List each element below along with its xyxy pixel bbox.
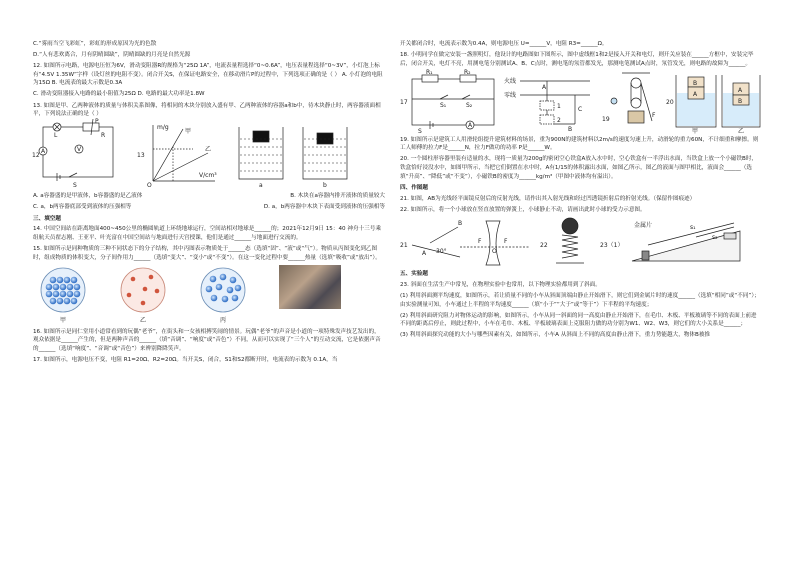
question-12: 12. 如图所示电路，电源电压恒为6V，滑动变阻器R的规格为“25Ω 1A”，电流表量程选择“0~0.6A”，电压表量程选择“0~3V”，小灯泡上标有“4.5V 1.35W”字样（设灯丝的电阻不变）。闭合开关S，在保证电路安全，在移动滑片P的过程中，下列选项正确的是（ ） A. 小灯泡的电阻为15Ω B. 电流表的最大示数是0.3A (33, 63, 383, 87)
q20-number: 20 (666, 98, 674, 106)
q12-ammeter-label: A (41, 148, 46, 156)
q23-number: 23（1） (600, 242, 624, 250)
q13-options-ab (33, 192, 385, 201)
q12-q13-svg (32, 118, 385, 190)
q21-number: 21 (400, 242, 408, 250)
q23-s2-label: s₂ (712, 234, 718, 242)
q12-circuit (39, 119, 113, 181)
right-column (400, 40, 762, 342)
q21-q23-figures (400, 217, 762, 267)
q13-container-b-label: b (323, 182, 327, 190)
q15-state-yi (121, 268, 165, 312)
q13-line-yi-label: 乙 (205, 146, 212, 154)
q22-number: 22 (540, 242, 548, 250)
q13-container-a-label: a (259, 182, 263, 190)
question-23: 23. 斜面在生活生产中常见，在物理实验中也常用，以下物理实验都用到了斜面。 (400, 281, 601, 288)
q13-options-cd (33, 203, 385, 212)
q21-focus-left-label: F (478, 238, 482, 246)
q18-fire-wire-label: 火线 (504, 77, 517, 85)
question-20: 20. 一个圆柱形容器里装有适量的水，现将一质量为200g的密闭空心铁盒A放入水中时，空心铁盒有一半浮出水面，当铁盒上放一个小磁铁B时，铁盒恰好浸没水中，如图甲所示，当把它们倒置在水中时，A有1/15的体积露出水面，如图乙所示，图乙的液面与图甲相比，液面会______（选填“升高”、“降低”或“不变”），小磁铁B的密度为______kg/m³（甲图中液体均有溢出）。 (400, 156, 758, 180)
q12-q13-figures (32, 118, 385, 190)
q17-s-label: S (418, 127, 422, 135)
q20-containers (676, 75, 760, 127)
q11-option-d: D.“人有悲欢离合，月有阴晴圆缺”，阴晴圆缺的月亮是自然光源 (33, 52, 191, 59)
q15-state-bing (201, 268, 245, 312)
q18-circuit (520, 81, 590, 124)
q19-force-label: F (652, 111, 656, 119)
q13-option-a: A. a容器盛的是甲液体，b容器盛的是乙液体 (33, 193, 143, 200)
q18-point-c-label: C (578, 105, 583, 113)
q13-number: 13 (137, 152, 145, 160)
question-22: 22. 如图所示，将一个小球放在竖直放置的弹簧上，小球静止不动，请画出此时小球的受力示意图。 (400, 207, 646, 214)
question-15: 15. 如图所示是同种物质的三种不同状态下的分子结构，其中丙图表示物质处于______态（选填“固”、“液”或“气”）。物质从丙图变化到乙图时，组成物质的体积变大，分子间作用力______（选填“变大”、“变小”或“不变”）。在这一变化过程中要______热量（选填“吸收”或“放出”）。 (33, 246, 381, 261)
q12-lamp-label: L (54, 132, 58, 140)
q13-option-b: B. 木块在a容器内排开液体的质量较大 (290, 193, 385, 200)
q17-s2-label: S₂ (466, 101, 473, 109)
q13-y-label: m/g (157, 124, 169, 132)
section-4-heading: 四、作图题 (400, 185, 428, 192)
question-17-continued: 开关都闭合时，电流表示数为0.4A，则电源电压 U=______V，电阻 R3=______Ω。 (400, 41, 608, 47)
question-21: 21. 如图，AB为光线经平面镜反射后的反射光线，请作出其入射光线和经过凹透镜折射后的折射光线。（保留作图痕迹） (400, 196, 696, 203)
q17-ammeter-label: A (468, 121, 473, 129)
q17-q20-svg (400, 68, 762, 135)
q15-label-jia: 甲 (60, 316, 67, 324)
q21-point-b-label: B (458, 220, 463, 228)
q17-r2-label: R₂ (464, 68, 471, 76)
q23-metal-label: 金属片 (634, 222, 653, 230)
question-12-options-cd: C. 滑动变阻器接入电路的最小阻值为25Ω D. 电路的最大功率是1.8W (33, 91, 205, 98)
q20-yi-b-label: B (738, 97, 743, 105)
q18-point-b-label: B (568, 125, 573, 133)
question-23-part-3: (3) 利用斜面探究动能的大小与哪些因素有关，如图所示，小车A 从斜面上不同的高度由静止滑下，重力势能越大，物体B被推 (400, 332, 711, 339)
section-5-heading: 五、实验题 (400, 271, 428, 278)
q23-s1-label: s₁ (690, 224, 696, 232)
q15-state-jia (41, 268, 85, 312)
q13-containers (239, 127, 347, 179)
left-column (33, 40, 385, 367)
q21-angle-label: 30° (436, 248, 447, 256)
q17-s1-label: S₁ (440, 101, 447, 109)
q12-switch-label: S (73, 182, 77, 190)
q13-option-d: D. a，b两容器中木块下表面受到液体的压强相等 (263, 204, 385, 211)
question-23-part-2: (2) 利用斜面研究阻力对物体运动的影响，如图所示，小车从同一斜面的同一高度由静止开始滑下，在毛巾、木板、平板玻璃等不同的表面上前进不同的距离后停止，则此过程中，小车在毛巾、木板、平板玻璃表面上克服阻力做的功分别为W1、W2、W3，则它们的大小关系是______； (400, 312, 757, 328)
q15-q16-figures (33, 265, 385, 325)
q18-point-a-label: A (542, 83, 547, 91)
q11-option-c: C.“雾雨当空飞彩虹”，彩虹的形成原因为光的色散 (33, 41, 157, 47)
section-3-heading: 三、填空题 (33, 215, 61, 222)
question-16: 16. 如图所示是同仁堂用小道常看到的玩偶“老爷”，在街头和一女孩相搏笑闹的情景。玩偶“老爷”的声音是小道的一项特殊发声技艺发出的，观众依据是______产生的，但是两种声音的______（填“音调”、“响度”或“音色”）不同，从而可以实现了“三个人”的互动交流，它是依据声音的______（选填“响度”、“音调”或“音色”）来辨别降降笑声。 (33, 328, 381, 353)
question-18: 18. 小明同学在做完安装一盏照明灯，他设计的电路图如下图所示，图中虚线框1和2是接入开关和电灯，则开关应装在______方框中，安装完毕后，闭合开关，电灯不亮，用测电笔分别测试A、B、C点时，测电笔的氖管都发光，那测电笔测试A点时，氖管发光，则电路的故障为______。 (400, 52, 754, 67)
q13-option-c: C. a，b两容器底部受到液体的压强相等 (33, 204, 132, 211)
q19-number: 19 (602, 115, 610, 123)
q12-number: 12 (32, 152, 40, 160)
q21-point-a-label: A (422, 250, 427, 258)
q17-q20-figures (400, 68, 762, 135)
q13-origin-label: O (147, 182, 152, 190)
q21-q23-svg (400, 217, 762, 267)
q20-yi-label: 乙 (738, 127, 745, 135)
q20-jia-label: 甲 (692, 127, 699, 135)
question-14: 14. 中国空间站在距离地面400~450公里的椭圆轨道上环绕地球运行，空间站相对地球是______的；2021年12月9日 15：40 神舟十三号乘组航天员翟志刚、王亚平、叶光富在中国空间站与地面进行天宫授课，他们是通过______与地面进行交流的。 (33, 226, 381, 242)
q21-focus-right-label: F (504, 238, 508, 246)
q13-line-jia-label: 甲 (185, 128, 192, 136)
q20-jia-b-label: B (693, 79, 698, 87)
q18-zero-wire-label: 零线 (504, 91, 517, 99)
q20-jia-a-label: A (693, 90, 698, 98)
question-13: 13. 如图是甲、乙两种液体的质量与体积关系图像，将相同的木块分别放入盛有甲、乙两种液体的容器a和b中，待木块静止时，两容器液面相平，下列说法正确的是（ ） (33, 102, 381, 118)
q17-number: 17 (400, 98, 408, 106)
q18-box2-label: 2 (557, 116, 561, 124)
q17-r1-label: R₁ (426, 68, 433, 76)
q15-label-yi: 乙 (140, 316, 147, 324)
q18-box1-label: 1 (557, 102, 561, 110)
q20-yi-a-label: A (738, 86, 743, 94)
q12-resistor-label: R (101, 132, 106, 140)
q19-pulley (611, 73, 652, 123)
q22-spring-ball (556, 218, 584, 263)
q21-optical-center-label: O (492, 248, 497, 256)
q12-voltmeter-label: V (77, 146, 82, 154)
q15-label-bing: 丙 (220, 316, 227, 324)
q21-mirror-lens (412, 221, 530, 265)
q13-x-label: V/cm³ (199, 172, 217, 180)
q16-photo (279, 265, 341, 309)
question-17: 17. 如图所示，电源电压不变，电阻 R1=20Ω、R2=20Ω。当开关S，闭合，S1和S2都断开时，电流表的示数为 0.1A，当 (33, 357, 338, 364)
q17-circuit (412, 75, 494, 129)
question-19: 19. 如图所示是建筑工人用滑轮组提升建筑材料的场景，重为900N的建筑材料以2m/s的速度匀速上升，动滑轮的重力60N，不计细重和摩擦。则工人师傅的拉力F是______N，拉力F做功的功率 P是______W。 (400, 136, 759, 152)
q12-slider-label: P (95, 118, 99, 126)
question-23-part-1: (1) 利用斜面测平均速度，如图所示，若让质量不同的小车从斜面顶端由静止开始滑下，则它们到金属片时的速度______（选填“相同”或“不同”）；由实验测量可知，小车通过上半程的平均速度______（填“小于”“大于”或“等于”）下半程的平均速度； (400, 292, 760, 308)
